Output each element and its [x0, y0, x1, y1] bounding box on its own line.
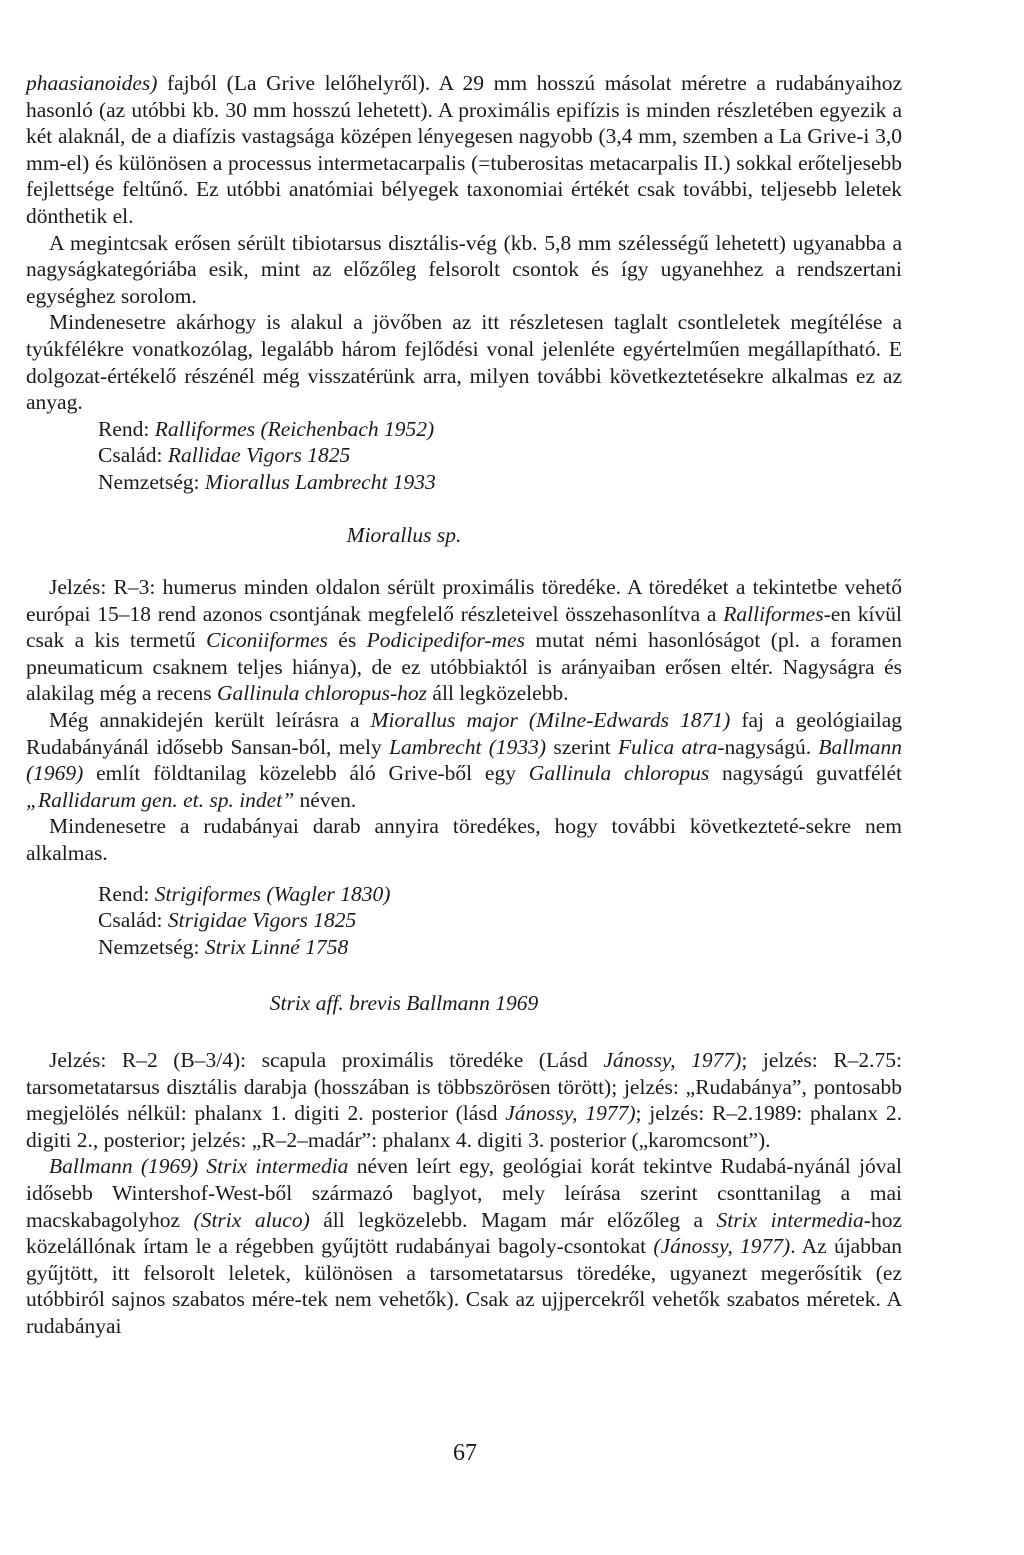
taxonomy-block-ralliformes [26, 416, 902, 496]
italic-text-run: Gallinula chloropus-hoz [217, 681, 428, 706]
italic-text-run: Ballmann (1969) Strix intermedia [49, 1154, 349, 1179]
order-label: Rend: [98, 881, 155, 906]
text-run: -en kívül csak a kis termetű [26, 601, 902, 653]
taxonomy-block-strigiformes [26, 881, 902, 961]
order-label: Rend: [98, 416, 155, 441]
italic-text-run: Ciconiiformes [206, 628, 328, 653]
spacer [26, 960, 902, 990]
italic-text-run: Lambrecht (1933) [389, 734, 547, 759]
paragraph-1 [26, 70, 902, 230]
paragraph-7 [26, 1047, 902, 1153]
order-value: Ralliformes (Reichenbach 1952) [154, 416, 435, 441]
text-run: Még annakidején került leírásra a [49, 708, 371, 733]
text-run: áll legközelebb. Magam már előzőleg a [309, 1207, 717, 1232]
text-run: A megintcsak erősen sérült tibiotarsus disztális-vég (kb. 5,8 mm szélességű lehetett) ugyanabba a nagyságkategóriába esik, mint az előzőleg felsorolt csontok és így ugyanehhez a rendszertani egységhez sorolom. [26, 230, 902, 308]
italic-text-run: Jánossy, 1977) [505, 1101, 636, 1126]
italic-text-run: Ballmann (1969) [26, 734, 902, 786]
text-run: szerint [546, 734, 619, 759]
paragraph-6 [26, 813, 902, 866]
species-heading-strix: Strix aff. brevis Ballmann 1969 [269, 991, 539, 1016]
genus-value: Strix Linné 1758 [204, 934, 349, 959]
family-label: Család: [98, 443, 168, 468]
text-run: ; jelzés: R–2.1989: phalanx 2. digiti 2., posterior; jelzés: „R–2–madár”: phalanx 4. digiti 3. posterior („karomcsont”). [26, 1101, 903, 1152]
order-value: Strigiformes (Wagler 1830) [154, 881, 391, 906]
family-line [98, 907, 902, 934]
text-run: -hoz közelállónak írtam le a régebben gyűjtött rudabányai bagoly-csontokat [26, 1207, 902, 1259]
text-run: említ földtanilag közelebb áló Grive-ből egy [83, 761, 529, 786]
spacer [26, 548, 902, 574]
text-run: és [327, 628, 367, 653]
species-heading-miorallus: Miorallus sp. [346, 522, 462, 547]
italic-text-run: Jánossy, 1977) [603, 1048, 742, 1072]
text-run: -nagyságú. [717, 734, 819, 759]
text-run: . Az újabban gyűjtött, itt felsorolt leletek, különösen a tarsometatarsus töredéke, ugyanezt megerősítik (ez utóbbiról sajnos szabatos mére-tek nem vehetők). Csak az ujjpercekről vehetők szabatos méretek. A rudabányai [26, 1234, 902, 1338]
page-number: 67 [453, 1440, 477, 1466]
spacer [26, 867, 902, 881]
family-value: Rallidae Vigors 1825 [167, 443, 351, 468]
italic-text-run: Podicipedifor-mes [366, 628, 525, 653]
text-run: ; jelzés: R–2.75: tarsometatarsus disztális darabja (hosszában is többszörösen törött); jelzés: „Rudabánya”, pontosabb megjelölés nélkül: phalanx 1. digiti 2. posterior (lásd [26, 1048, 903, 1126]
italic-text-run: Miorallus major (Milne-Edwards 1871) [370, 708, 731, 733]
italic-text-run: (Jánossy, 1977) [653, 1234, 791, 1259]
text-run: áll legközelebb. [427, 681, 569, 706]
paragraph-2 [26, 230, 902, 310]
order-line [98, 416, 902, 443]
spacer [26, 1017, 902, 1047]
italic-text-run: Fulica atra [618, 734, 718, 759]
spacer [26, 496, 902, 522]
genus-label: Nemzetség: [98, 469, 205, 494]
paragraph-8 [26, 1153, 902, 1339]
family-value: Strigidae Vigors 1825 [167, 908, 357, 933]
italic-text-run: Gallinula chloropus [528, 761, 710, 786]
paragraph-5 [26, 707, 902, 813]
text-run: nagyságú guvatfélét [709, 761, 903, 786]
paragraph-4 [26, 574, 902, 707]
text-run: Jelzés: R–2 (B–3/4): scapula proximális töredéke (Lásd [49, 1048, 604, 1072]
text-run: fajból (La Grive lelőhelyről). A 29 mm hosszú másolat méretre a rudabányaihoz hasonló (az utóbbi kb. 30 mm hosszú lehetett). A proximális epifízis is minden részletében egyezik a két alaknál, de a diafízis vastagsága középen lényegesen nagyobb (3,4 mm, szemben a La Grive-i 3,0 mm-el) és különösen a processus intermetacarpalis (=tuberositas metacarpalis II.) sokkal erőteljesebb fejlettsége feltűnő. Ez utóbbi anatómiai bélyegek taxonomiai értékét csak további, teljesebb leletek dönthetik el. [26, 71, 902, 228]
text-run: néven. [294, 787, 357, 812]
paragraph-3 [26, 309, 902, 415]
text-run: mutat némi hasonlóságot (pl. a foramen pneumaticum csaknem teljes hiánya), de ez utóbbiaktól is arányaiban erősen eltér. Nagyságra és alakilag még a recens [26, 628, 902, 706]
text-run: faj a geológiailag Rudabányánál idősebb Sansan-ból, mely [26, 708, 902, 759]
italic-text-run: „Rallidarum gen. et. sp. indet” [26, 787, 295, 812]
genus-line [98, 469, 902, 496]
text-run: néven leírt egy, geológiai korát tekintve Rudabá-nyánál jóval idősebb Wintershof-West-ből származó baglyot, mely leírása szerint csonttanilag a mai macskabagolyhoz [26, 1154, 902, 1232]
genus-label: Nemzetség: [98, 934, 205, 959]
page-body [26, 70, 902, 1340]
family-label: Család: [98, 908, 168, 933]
italic-text-run: Strix intermedia [716, 1207, 864, 1232]
text-run: Mindenesetre akárhogy is alakul a jövőben az itt részletesen taglalt csontleletek megítélése a tyúkfélékre vonatkozólag, legalább három fejlődési vonal jelenléte egyértelműen megállapítható. E dolgozat-értékelő részénél még visszatérünk arra, milyen további következtetésekre alkalmas ez az anyag. [26, 310, 902, 415]
italic-text-run: (Strix aluco) [193, 1207, 310, 1232]
genus-value: Miorallus Lambrecht 1933 [204, 469, 436, 494]
genus-line [98, 934, 902, 961]
italic-text-run: Ralliformes [723, 601, 824, 626]
text-run: Jelzés: R–3: humerus minden oldalon sérült proximális töredéke. A töredéket a tekintetbe vehető európai 15–18 rend azonos csontjának megfelelő részleteivel összehasonlítva a [26, 575, 902, 626]
italic-text-run: phaasianoides) [26, 71, 158, 95]
text-run: Mindenesetre a rudabányai darab annyira töredékes, hogy további következteté-sekre nem alkalmas. [26, 814, 902, 866]
order-line [98, 881, 902, 908]
family-line [98, 442, 902, 469]
